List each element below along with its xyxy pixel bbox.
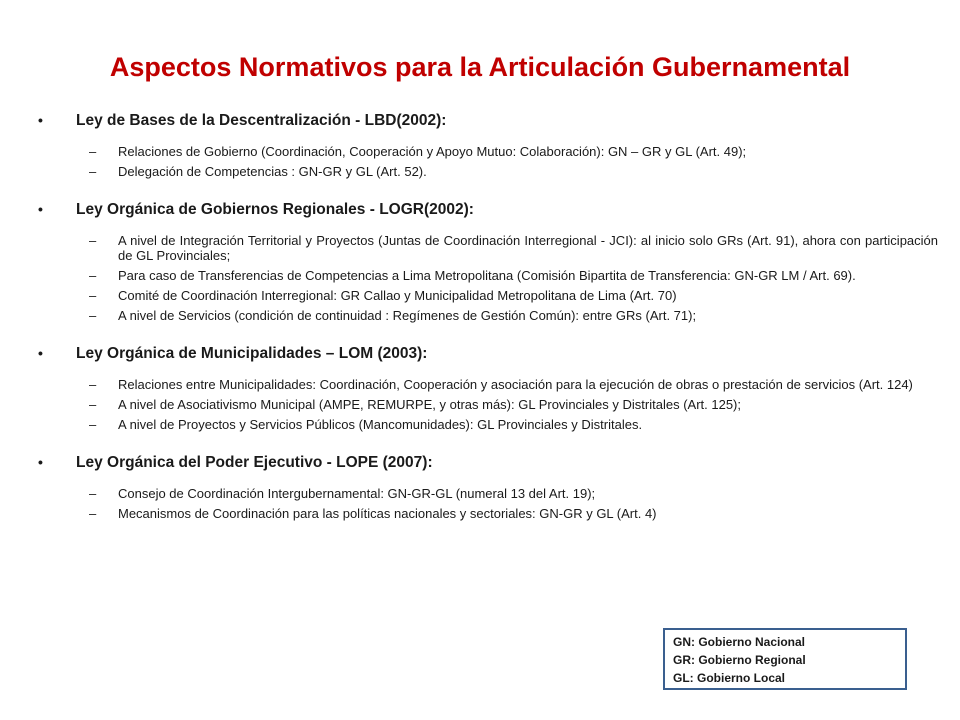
- legend-gr: GR: Gobierno Regional: [673, 653, 806, 667]
- heading-text: Ley de Bases de la Descentralización - LBD(2002):: [76, 112, 447, 129]
- bullet-icon: •: [38, 454, 43, 470]
- list-item-text: Relaciones de Gobierno (Coordinación, Cooperación y Apoyo Mutuo: Colaboración): GN – GR y GL (Art. 49);: [118, 144, 747, 159]
- dash-icon: –: [89, 377, 97, 392]
- list-item: [89, 397, 938, 412]
- section-lope: [38, 454, 938, 521]
- dash-icon: –: [89, 164, 97, 179]
- list-item: [89, 144, 938, 159]
- heading-text: Ley Orgánica de Gobiernos Regionales - LOGR(2002):: [76, 201, 474, 218]
- dash-icon: –: [89, 308, 97, 323]
- bullet-icon: •: [38, 112, 43, 128]
- list-item-text: A nivel de Asociativismo Municipal (AMPE, REMURPE, y otras más): GL Provinciales y Distritales (Art. 125);: [118, 397, 741, 412]
- list-item: [89, 486, 938, 501]
- dash-icon: –: [89, 233, 97, 248]
- list-item: [89, 377, 938, 392]
- section-heading: [38, 201, 938, 219]
- dash-icon: –: [89, 144, 97, 159]
- legend-gn: GN: Gobierno Nacional: [673, 635, 806, 649]
- list-item-text: Mecanismos de Coordinación para las políticas nacionales y sectoriales: GN-GR y GL (Art. 4): [118, 506, 657, 521]
- slide-title: Aspectos Normativos para la Articulación Gubernamental: [109, 52, 851, 82]
- section-lom: [38, 345, 938, 432]
- list-item-text: Comité de Coordinación Interregional: GR Callao y Municipalidad Metropolitana de Lima (Art. 70): [118, 288, 677, 303]
- list-item-text: Para caso de Transferencias de Competencias a Lima Metropolitana (Comisión Bipartita de Transferencia: GN-GR LM / Art. 69).: [118, 268, 856, 283]
- list-item: [89, 288, 938, 303]
- heading-text: Ley Orgánica del Poder Ejecutivo - LOPE (2007):: [76, 454, 433, 471]
- legend-gl: GL: Gobierno Local: [673, 671, 786, 685]
- dash-icon: –: [89, 506, 97, 521]
- section-logr: [38, 201, 938, 323]
- dash-icon: –: [89, 288, 97, 303]
- list-item-text: A nivel de Proyectos y Servicios Públicos (Mancomunidades): GL Provinciales y Distritales.: [118, 417, 643, 432]
- section-heading: [38, 112, 938, 130]
- list-item-text: Consejo de Coordinación Intergubernamental: GN-GR-GL (numeral 13 del Art. 19);: [118, 486, 596, 501]
- section-heading: [38, 345, 938, 363]
- bullet-icon: •: [38, 345, 43, 361]
- list-item-text: A nivel de Servicios (condición de continuidad : Regímenes de Gestión Común): entre GRs (Art. 71);: [118, 308, 697, 323]
- list-item-text: Relaciones entre Municipalidades: Coordinación, Cooperación y asociación para la ejecución de obras o prestación de servicios (Art. 124): [118, 377, 913, 392]
- acronym-legend: [663, 628, 907, 690]
- list-item: [89, 417, 938, 432]
- list-item: [89, 308, 938, 323]
- list-item: [89, 268, 938, 283]
- dash-icon: –: [89, 268, 97, 283]
- list-item-text: A nivel de Integración Territorial y Proyectos (Juntas de Coordinación Interregional - JCI): al inicio solo GRs (Art. 91), ahora con participación de GL Provinciales;: [118, 233, 938, 263]
- dash-icon: –: [89, 486, 97, 501]
- section-heading: [38, 454, 938, 472]
- list-item: [89, 233, 938, 263]
- list-item-text: Delegación de Competencias : GN-GR y GL (Art. 52).: [118, 164, 427, 179]
- bullet-icon: •: [38, 201, 43, 217]
- list-item: [89, 506, 938, 521]
- section-lbd: [38, 112, 938, 179]
- list-item: [89, 164, 938, 179]
- dash-icon: –: [89, 397, 97, 412]
- heading-text: Ley Orgánica de Municipalidades – LOM (2003):: [76, 345, 428, 362]
- dash-icon: –: [89, 417, 97, 432]
- content-list: [38, 112, 938, 543]
